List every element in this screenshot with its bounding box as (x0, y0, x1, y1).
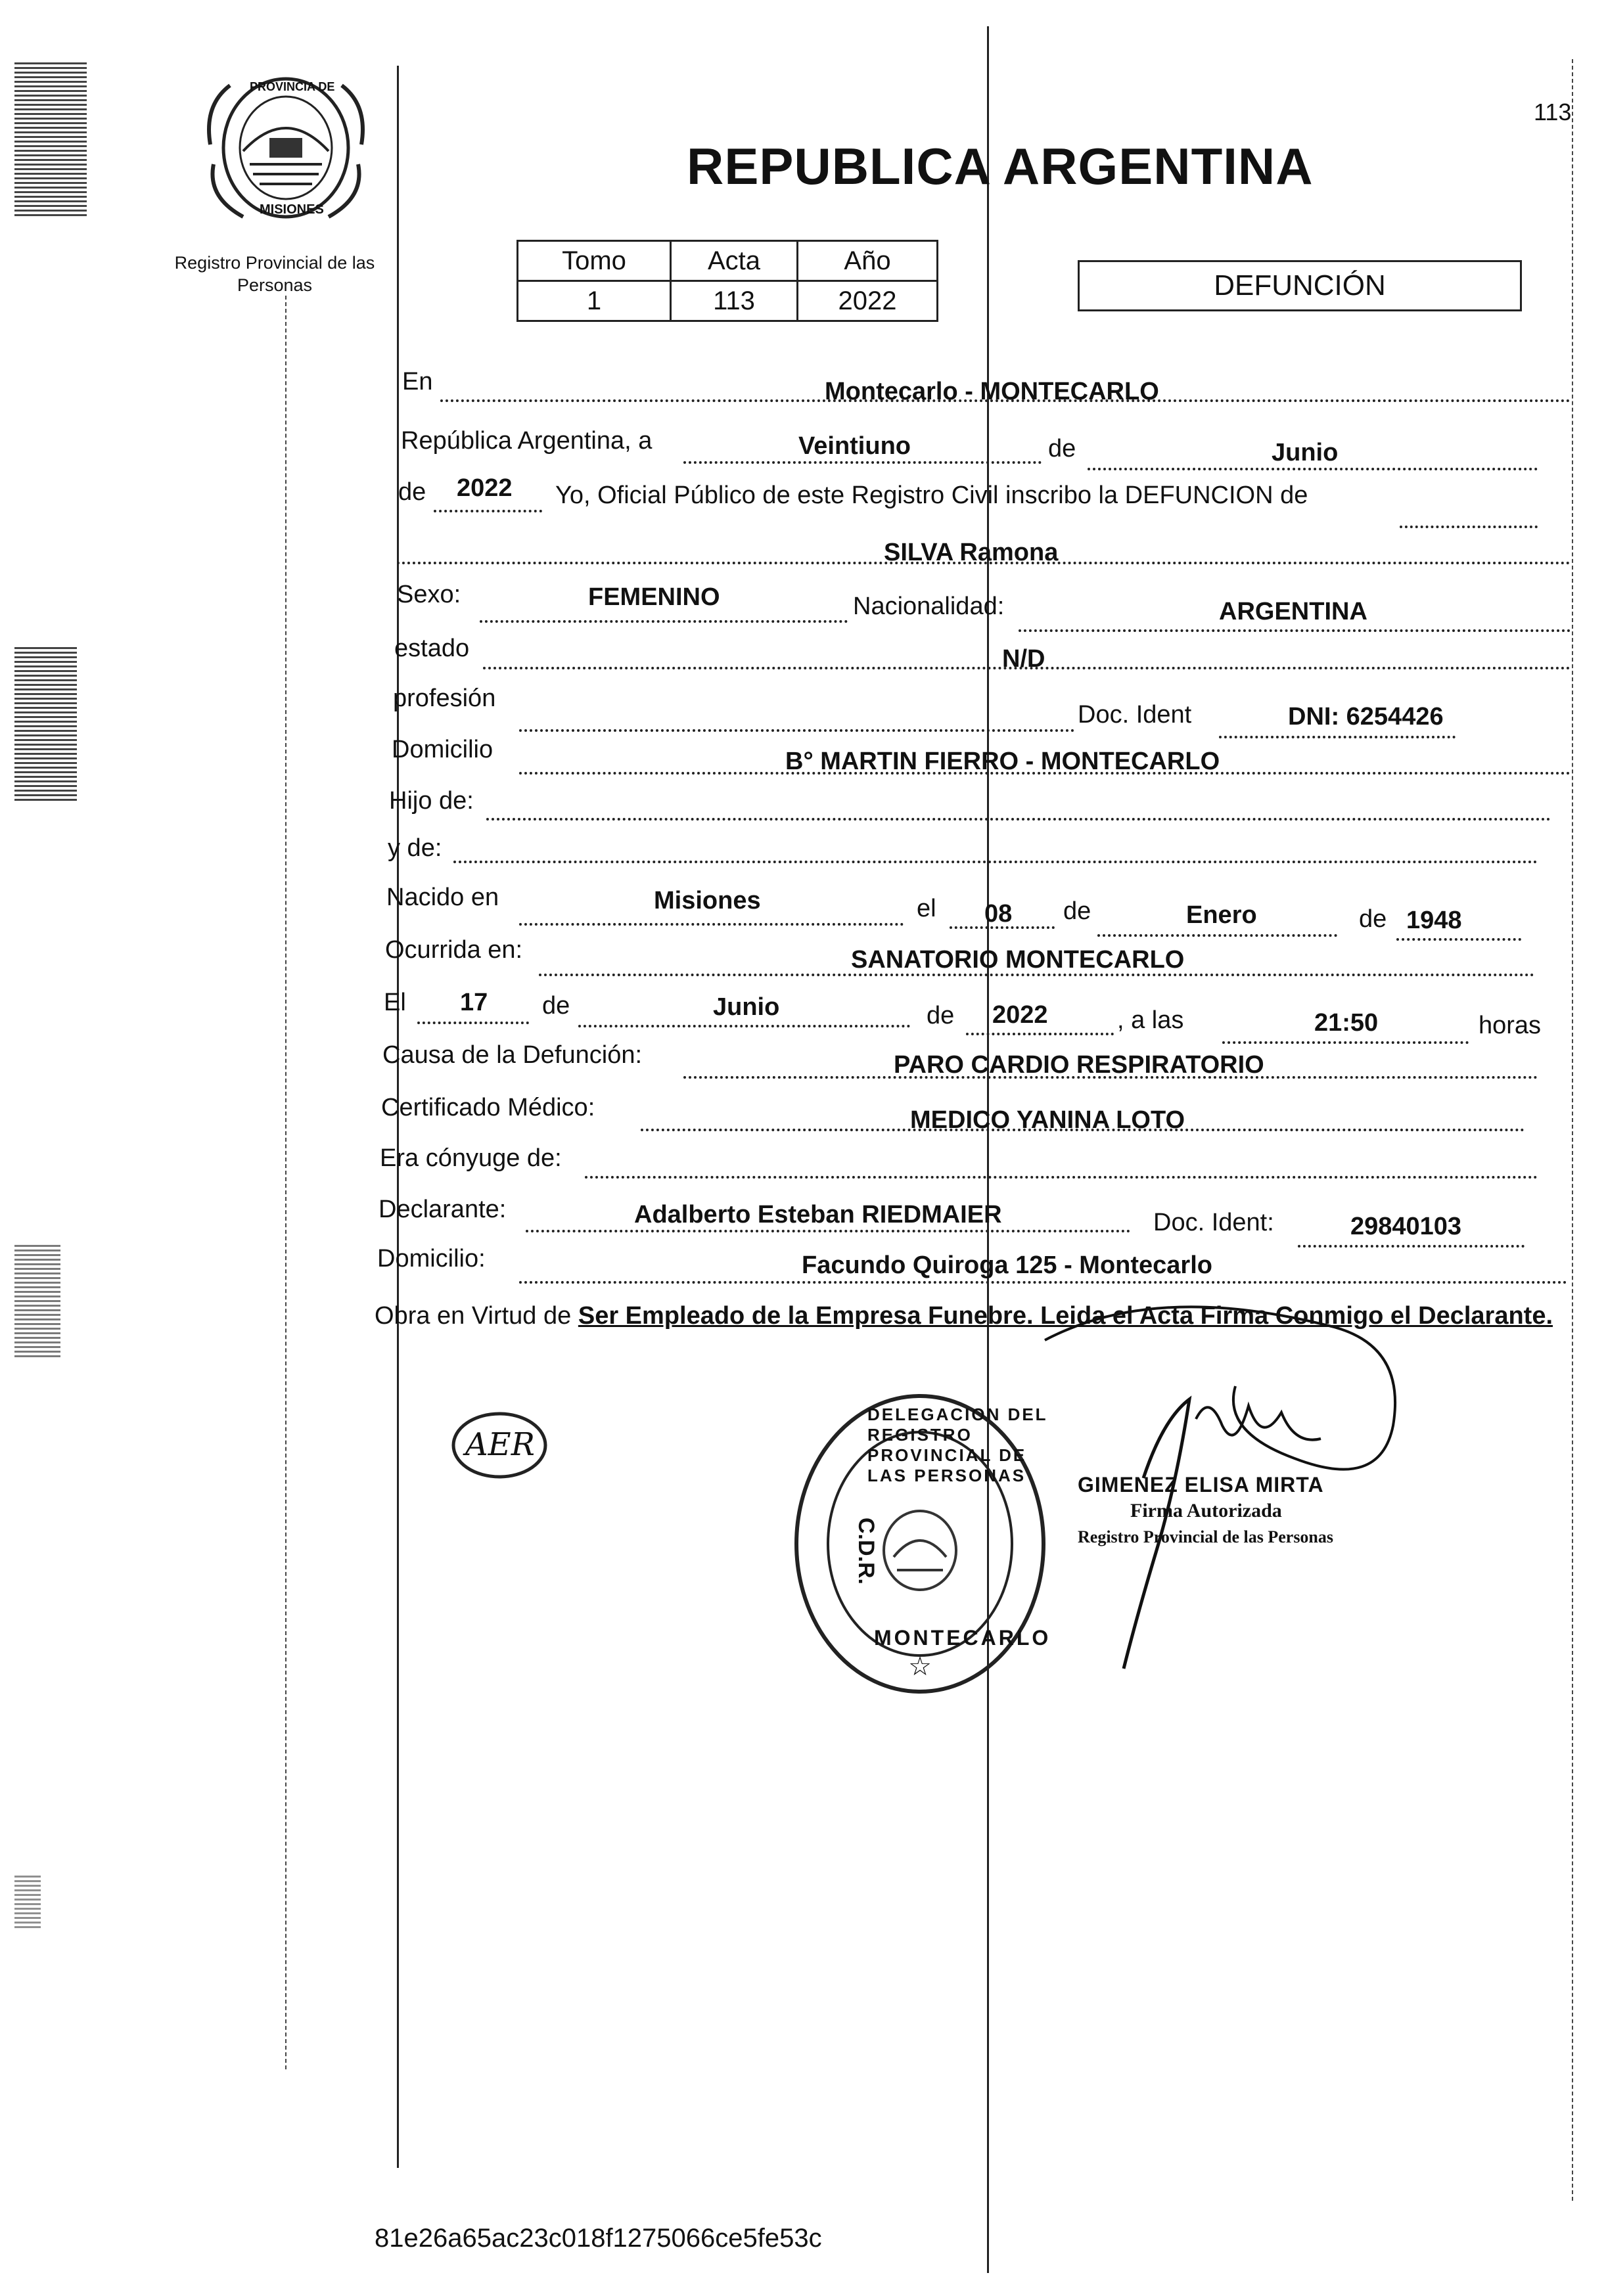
record-header-tomo: Tomo (518, 241, 671, 281)
dotted-line (480, 620, 848, 623)
dotted-line (519, 729, 1074, 732)
en-label: En (402, 368, 433, 395)
place-value: Montecarlo - MONTECARLO (825, 378, 1159, 405)
obra-label: Obra en Virtud de (375, 1302, 572, 1330)
dotted-line (1019, 629, 1571, 632)
document-hash: 81e26a65ac23c018f1275066ce5fe53c (375, 2224, 822, 2253)
dotted-line (519, 923, 904, 926)
month-value: Junio (1272, 439, 1339, 466)
dotted-line (486, 818, 1551, 821)
birth-year-value: 1948 (1406, 907, 1462, 934)
death-time-value: 21:50 (1314, 1009, 1379, 1037)
dotted-line (1097, 934, 1337, 937)
doc-ident-value: DNI: 6254426 (1288, 703, 1444, 731)
sexo-label: Sexo: (397, 581, 461, 608)
nacido-en-value: Misiones (654, 887, 761, 914)
el-label: El (384, 989, 406, 1016)
conyuge-label: Era cónyuge de: (380, 1144, 562, 1172)
declarante-domicilio-value: Facundo Quiroga 125 - Montecarlo (802, 1251, 1212, 1279)
domicilio-value: B° MARTIN FIERRO - MONTECARLO (785, 748, 1220, 775)
de-label: de (1063, 897, 1091, 925)
scan-artifact (14, 1245, 60, 1360)
ocurrida-label: Ocurrida en: (385, 936, 523, 964)
dotted-line (1396, 938, 1521, 941)
registry-label: Registro Provincial de las Personas (174, 253, 375, 295)
death-year-value: 2022 (992, 1001, 1048, 1029)
certificado-label: Certificado Médico: (381, 1094, 595, 1121)
year-de-label: de (398, 478, 426, 506)
scan-artifact (14, 647, 77, 801)
binding-marks (285, 296, 287, 2069)
dotted-line (417, 1022, 529, 1024)
seal-inner-bottom-text: MONTECARLO (874, 1626, 1051, 1650)
initials-text: AER (465, 1426, 535, 1463)
death-day-value: 17 (460, 989, 488, 1016)
dotted-line (585, 1176, 1538, 1179)
causa-value: PARO CARDIO RESPIRATORIO (894, 1051, 1264, 1079)
declarante-doc-value: 29840103 (1350, 1213, 1462, 1240)
ocurrida-value: SANATORIO MONTECARLO (851, 946, 1185, 974)
dotted-line (966, 1033, 1114, 1035)
signature-stamp (1078, 1472, 1333, 1550)
nacionalidad-label: Nacionalidad: (853, 593, 1005, 620)
dotted-line (519, 1281, 1567, 1284)
birth-month-value: Enero (1186, 901, 1257, 929)
svg-text:☆: ☆ (908, 1652, 932, 1682)
death-month-value: Junio (713, 993, 780, 1021)
record-type-box: DEFUNCIÓN (1078, 260, 1522, 311)
deceased-name-value: SILVA Ramona (884, 539, 1059, 566)
seal-inner-left-text: C.D.R. (854, 1518, 879, 1585)
record-value-tomo: 1 (518, 281, 671, 321)
de-label: de (1359, 905, 1387, 933)
record-value-acta: 113 (671, 281, 798, 321)
seal-outer-text: DELEGACION DEL REGISTRO PROVINCIAL DE LAS PERSONAS (867, 1405, 1048, 1485)
de-label: de (927, 1002, 955, 1029)
estado-value: N/D (1002, 645, 1045, 673)
y-de-label: y de: (388, 834, 442, 862)
sexo-value: FEMENINO (588, 583, 720, 611)
delegation-seal (789, 1386, 1051, 1701)
center-fold-line (987, 26, 989, 2273)
dotted-line (1298, 1245, 1525, 1248)
doc-ident-label: Doc. Ident (1078, 701, 1192, 729)
dotted-line (683, 461, 1042, 464)
scan-artifact (14, 1876, 41, 1928)
declarante-value: Adalberto Esteban RIEDMAIER (634, 1201, 1002, 1228)
province-emblem (197, 66, 375, 230)
official-text: Yo, Oficial Público de este Registro Civil inscribo la DEFUNCION de (555, 482, 1308, 509)
record-table-header-row (518, 241, 938, 281)
day-words-value: Veintiuno (798, 432, 911, 460)
signer-registry: Registro Provincial de las Personas (1078, 1527, 1334, 1546)
domicilio-label: Domicilio: (377, 1245, 486, 1272)
el-label: el (917, 895, 936, 922)
domicilio-label: Domicilio (392, 736, 493, 763)
nacionalidad-value: ARGENTINA (1219, 598, 1367, 625)
a-las-label: , a las (1117, 1006, 1184, 1034)
republica-label: República Argentina, a (401, 427, 653, 455)
de-label: de (1048, 435, 1076, 462)
year-value: 2022 (457, 474, 513, 502)
record-value-ano: 2022 (798, 281, 938, 321)
hijo-de-label: Hijo de: (389, 787, 474, 815)
scan-artifact (14, 62, 87, 217)
record-header-acta: Acta (671, 241, 798, 281)
emblem-top-text: PROVINCIA DE (250, 80, 335, 93)
profesion-label: profesión (393, 685, 496, 712)
nacido-en-label: Nacido en (386, 884, 499, 911)
page-title: REPUBLICA ARGENTINA (687, 137, 1314, 195)
dotted-line (1219, 736, 1456, 738)
dotted-line (1400, 526, 1538, 528)
certificado-value: MEDICO YANINA LOTO (910, 1106, 1185, 1134)
dotted-line (578, 1025, 910, 1027)
record-number-table (516, 240, 938, 322)
horas-label: horas (1479, 1012, 1542, 1039)
estado-label: estado (394, 635, 470, 662)
birth-day-value: 08 (984, 900, 1013, 928)
declarante-label: Declarante: (379, 1196, 507, 1223)
page-number: 113 (1534, 99, 1572, 125)
dotted-line (526, 1230, 1130, 1232)
dotted-line (434, 510, 542, 512)
emblem-bottom-text: MISIONES (260, 202, 324, 217)
dotted-line (453, 861, 1538, 863)
dotted-line (1088, 468, 1538, 470)
doc-ident-label: Doc. Ident: (1153, 1209, 1274, 1236)
right-margin-line (1572, 59, 1573, 2201)
de-label: de (542, 992, 570, 1020)
signer-name: GIMENEZ ELISA MIRTA (1078, 1473, 1324, 1497)
obra-text: Ser Empleado de la Empresa Funebre. Leida el Acta Firma Conmigo el Declarante. (578, 1302, 1553, 1330)
initials-mark (447, 1409, 552, 1481)
signer-role: Firma Autorizada (1130, 1500, 1282, 1521)
dotted-line (1222, 1041, 1469, 1044)
causa-label: Causa de la Defunción: (382, 1041, 643, 1069)
record-table-value-row (518, 281, 938, 321)
record-header-ano: Año (798, 241, 938, 281)
